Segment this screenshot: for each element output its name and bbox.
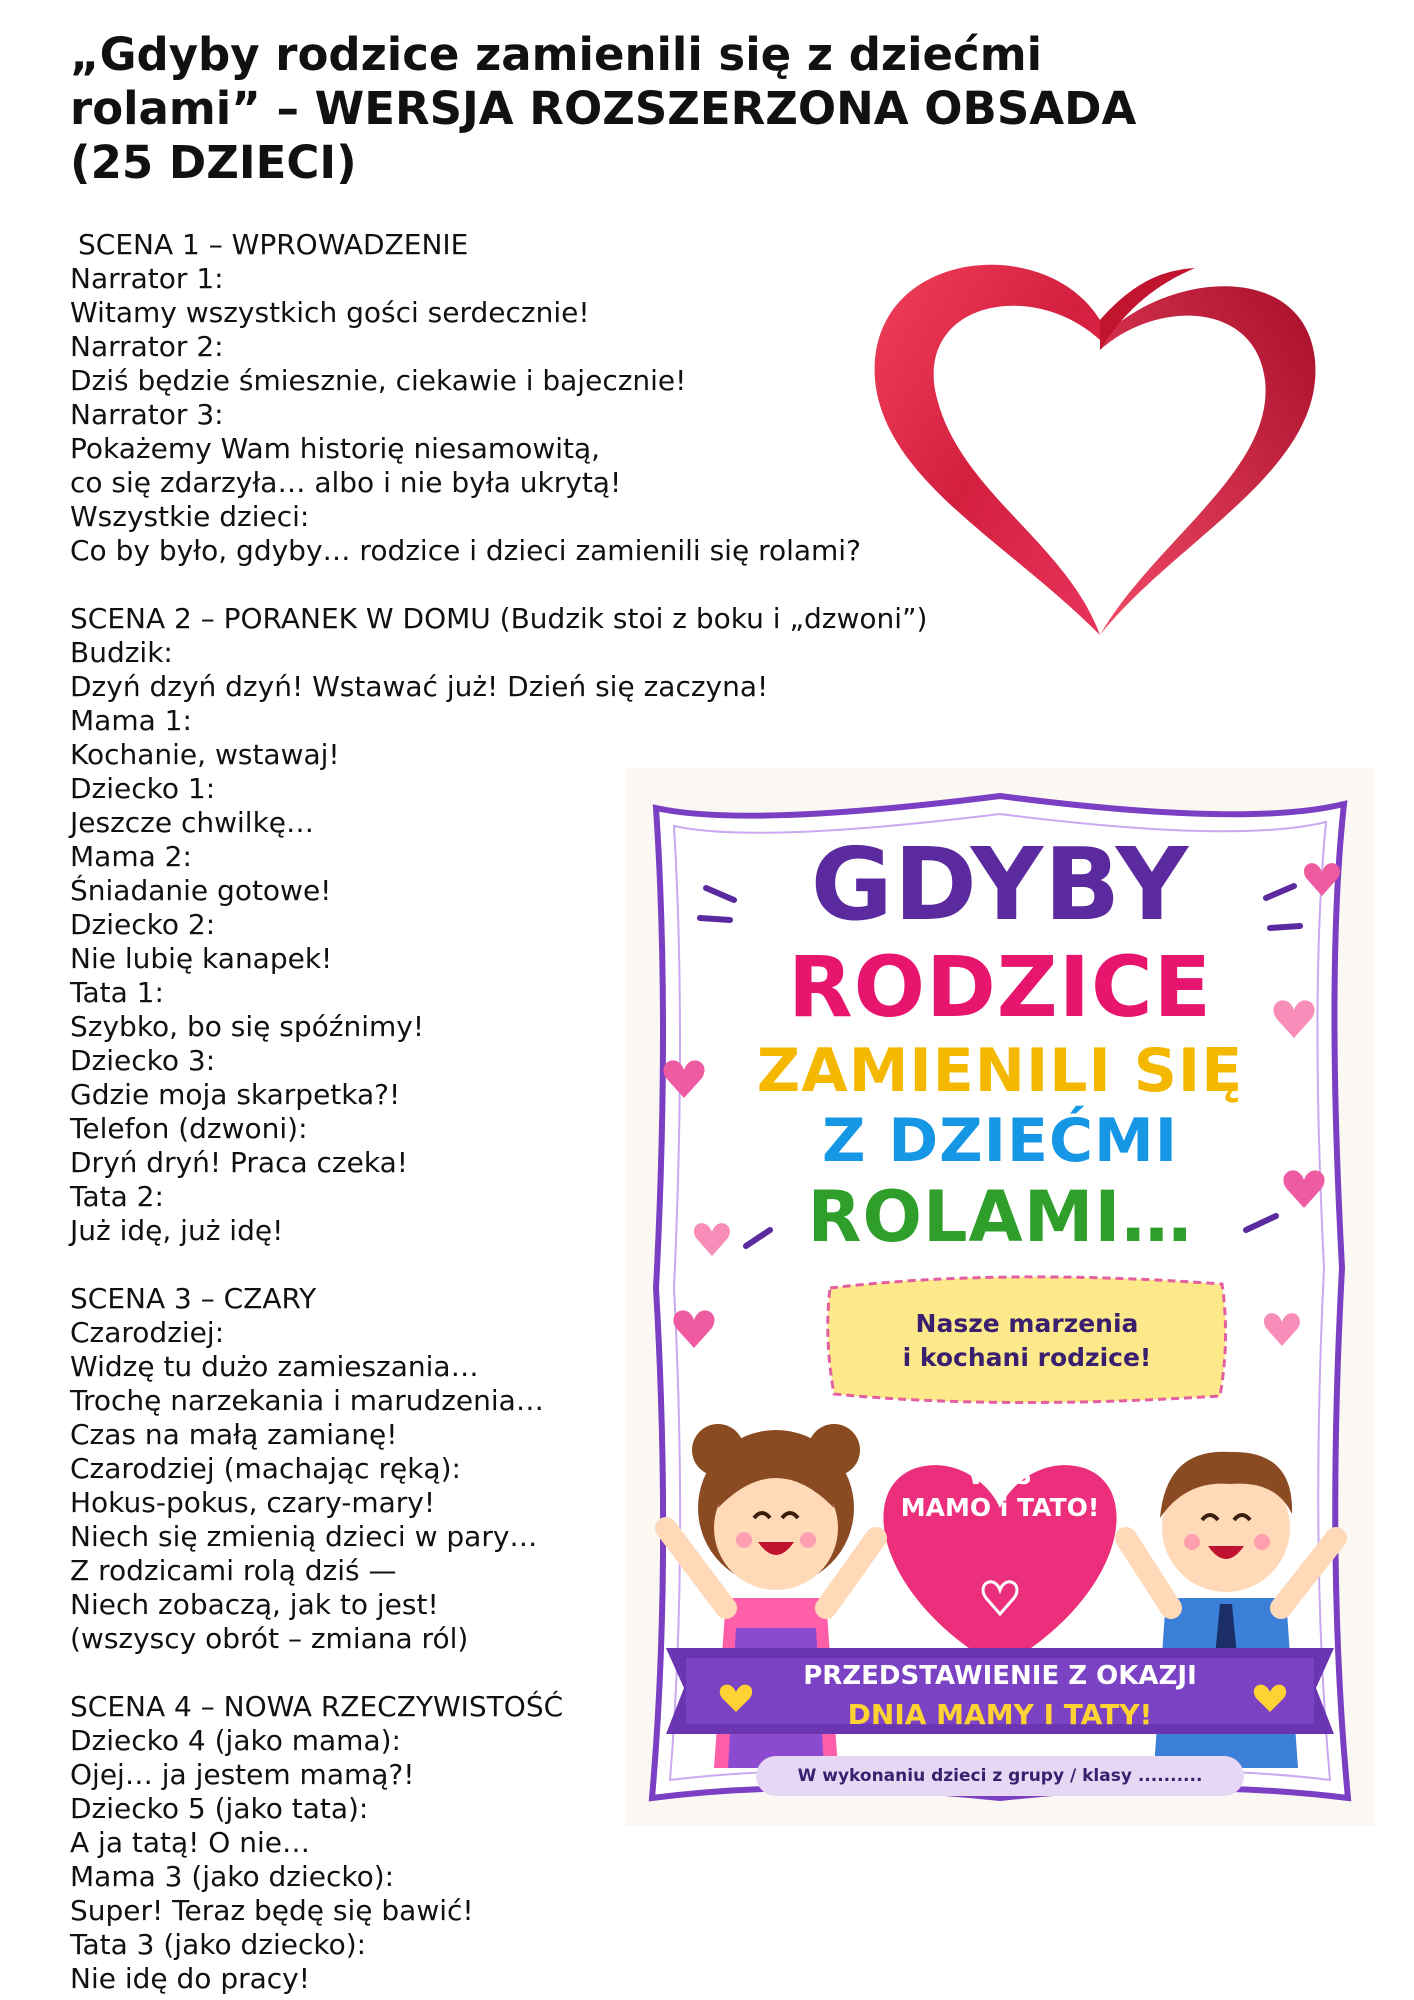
script-line: Co by było, gdyby… rodzice i dzieci zamienili się rolami?	[70, 534, 861, 567]
poster-banner-line-2: DNIA MAMY I TATY!	[847, 1698, 1153, 1731]
script-line: Dziecko 4 (jako mama):	[70, 1724, 401, 1757]
script-line: Wszystkie dzieci:	[70, 500, 310, 533]
script-line: Czarodziej:	[70, 1316, 225, 1349]
script-line: Nie lubię kanapek!	[70, 942, 333, 975]
script-line: Narrator 2:	[70, 330, 224, 363]
script-line: Mama 2:	[70, 840, 192, 873]
script-line: Dziś będzie śmiesznie, ciekawie i bajecznie!	[70, 364, 687, 397]
scene-heading: SCENA 1 – WPROWADZENIE	[78, 228, 469, 261]
script-line: Kochanie, wstawaj!	[70, 738, 340, 771]
script-line: Mama 1:	[70, 704, 192, 737]
script-line: Dziecko 1:	[70, 772, 216, 805]
poster-title-rolami: ROLAMI…	[807, 1176, 1193, 1258]
script-line: Czarodziej (machając ręką):	[70, 1452, 461, 1485]
script-line: Dziecko 2:	[70, 908, 216, 941]
heart-text-line: KOCHAMY	[929, 1429, 1071, 1458]
poster-title-gdyby: GDYBY	[810, 826, 1190, 943]
poster-banner-line-1: PRZEDSTAWIENIE Z OKAZJI	[803, 1661, 1197, 1691]
heart-text-line: MAMO i TATO!	[900, 1493, 1100, 1522]
script-line: Tata 2:	[70, 1180, 164, 1213]
script-line: Budzik:	[70, 636, 173, 669]
script-line: Niech zobaczą, jak to jest!	[70, 1588, 439, 1621]
poster-heart-text	[900, 1428, 1100, 1524]
script-line: Jeszcze chwilkę…	[70, 806, 315, 839]
title-line: „Gdyby rodzice zamienili się z dziećmi	[70, 28, 1043, 81]
script-line: Super! Teraz będę się bawić!	[70, 1894, 474, 1927]
script-line: Witamy wszystkich gości serdecznie!	[70, 296, 590, 329]
script-line: Widzę tu dużo zamieszania…	[70, 1350, 479, 1383]
scene-heading: SCENA 4 – NOWA RZECZYWISTOŚĆ	[70, 1690, 564, 1723]
title-line: rolami” – WERSJA ROZSZERZONA OBSADA	[70, 82, 1137, 135]
script-line: Niech się zmienią dzieci w pary…	[70, 1520, 538, 1553]
script-line: Czas na małą zamianę!	[70, 1418, 398, 1451]
script-line: Pokażemy Wam historię niesamowitą,	[70, 432, 601, 465]
script-line: Trochę narzekania i marudzenia…	[70, 1384, 544, 1417]
script-line: Narrator 1:	[70, 262, 224, 295]
script-line: co się zdarzyła… albo i nie była ukrytą!	[70, 466, 622, 499]
script-line: Nie idę do pracy!	[70, 1962, 310, 1995]
script-line: Tata 3 (jako dziecko):	[70, 1928, 367, 1961]
heart-text-line: WAS	[968, 1461, 1032, 1490]
poster-title-rodzice: RODZICE	[787, 938, 1212, 1036]
script-line: Szybko, bo się spóźnimy!	[70, 1010, 425, 1043]
script-line: Gdzie moja skarpetka?!	[70, 1078, 401, 1111]
script-line: Dzyń dzyń dzyń! Wstawać już! Dzień się zaczyna!	[70, 670, 769, 703]
script-line: Dziecko 3:	[70, 1044, 216, 1077]
document-title	[70, 28, 1250, 190]
poster-caption	[842, 1286, 1212, 1396]
script-line: Już idę, już idę!	[70, 1214, 284, 1247]
poster-title-z-dziecmi: Z DZIEĆMI	[821, 1106, 1179, 1176]
script-line: Dziecko 5 (jako tata):	[70, 1792, 369, 1825]
script-line: Narrator 3:	[70, 398, 224, 431]
script-line: Ojej… ja jestem mamą?!	[70, 1758, 415, 1791]
scene-heading: SCENA 3 – CZARY	[70, 1282, 317, 1315]
poster-caption-line: Nasze marzenia	[915, 1309, 1139, 1338]
script-line: Z rodzicami rolą dziś —	[70, 1554, 397, 1587]
poster-title-zamienili: ZAMIENILI SIĘ	[756, 1036, 1244, 1106]
script-line: Tata 1:	[70, 976, 164, 1009]
scene-heading: SCENA 2 – PORANEK W DOMU (Budzik stoi z boku i „dzwoni”)	[70, 602, 928, 635]
script-line: (wszyscy obrót – zmiana ról)	[70, 1622, 469, 1655]
script-line: Dryń dryń! Praca czeka!	[70, 1146, 408, 1179]
poster-caption-line: i kochani rodzice!	[902, 1343, 1152, 1372]
title-line: (25 DZIECI)	[70, 136, 357, 189]
red-heart-icon	[835, 240, 1355, 640]
poster-image	[626, 768, 1374, 1826]
script-line: Hokus-pokus, czary-mary!	[70, 1486, 436, 1519]
poster-footer: W wykonaniu dzieci z grupy / klasy ..........	[797, 1766, 1203, 1786]
script-line: Telefon (dzwoni):	[70, 1112, 308, 1145]
script-line: Śniadanie gotowe!	[70, 874, 332, 907]
script-line: A ja tatą! O nie…	[70, 1826, 310, 1859]
script-line: Mama 3 (jako dziecko):	[70, 1860, 395, 1893]
